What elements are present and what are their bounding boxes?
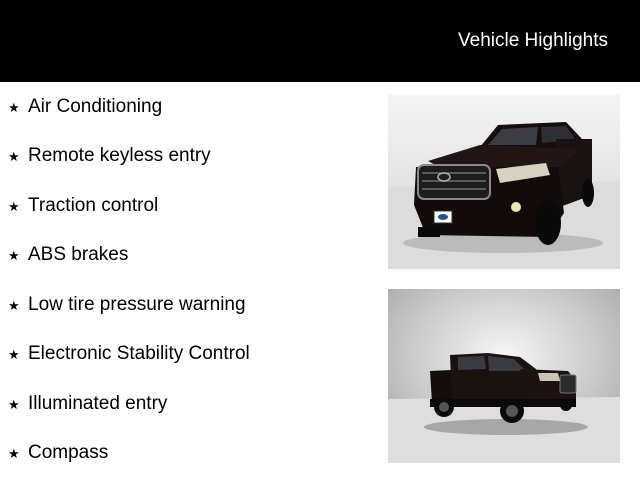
star-icon: ★ (8, 148, 20, 164)
feature-label: Air Conditioning (28, 96, 163, 117)
star-icon: ★ (8, 396, 20, 412)
vehicle-photo-front[interactable] (388, 95, 620, 269)
truck-side-image (388, 289, 620, 463)
feature-label: Remote keyless entry (28, 145, 211, 166)
feature-label: Illuminated entry (28, 393, 168, 414)
feature-item (8, 243, 128, 267)
feature-label: Traction control (28, 195, 159, 216)
feature-item (8, 342, 250, 366)
feature-label: ABS brakes (28, 244, 129, 265)
star-icon: ★ (8, 99, 20, 115)
star-icon: ★ (8, 346, 20, 362)
page-title: Vehicle Highlights (458, 30, 608, 51)
vehicle-photo-side[interactable] (388, 289, 620, 463)
star-icon: ★ (8, 445, 20, 461)
feature-item (8, 194, 158, 218)
feature-item (8, 392, 167, 416)
feature-label: Electronic Stability Control (28, 343, 250, 364)
star-icon: ★ (8, 247, 20, 263)
feature-item (8, 441, 108, 465)
feature-label: Low tire pressure warning (28, 294, 246, 315)
feature-item (8, 293, 246, 317)
header-banner (0, 0, 640, 82)
star-icon: ★ (8, 198, 20, 214)
truck-front-image (388, 95, 620, 269)
star-icon: ★ (8, 297, 20, 313)
feature-label: Compass (28, 442, 109, 463)
feature-item (8, 95, 162, 119)
feature-item (8, 144, 211, 168)
